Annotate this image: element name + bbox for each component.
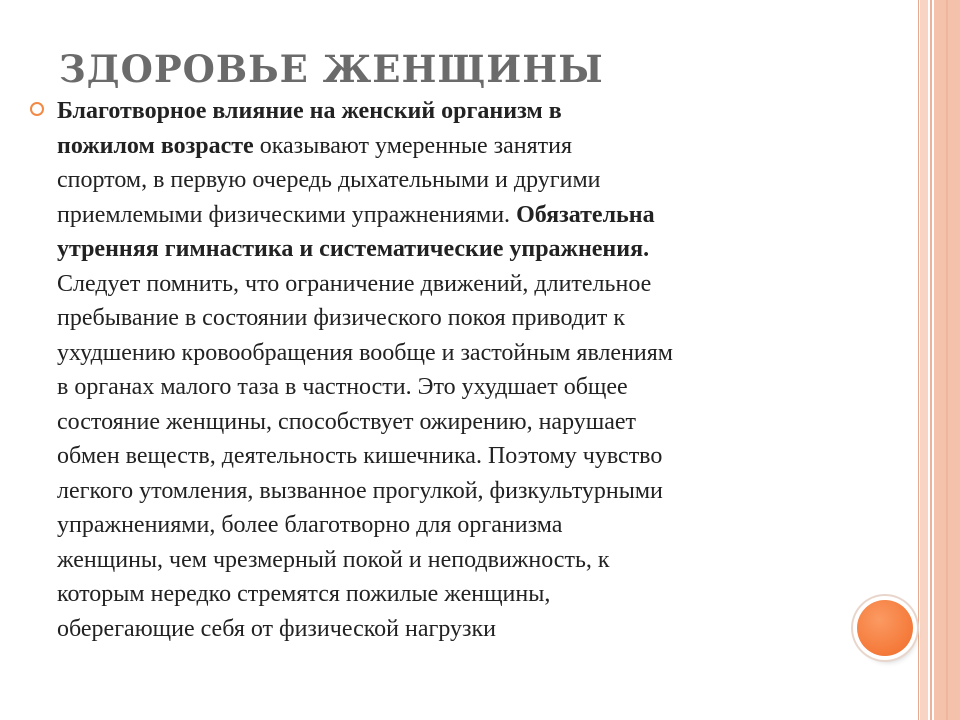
text-segment: спортом, в первую очередь дыхательными и другими [57, 167, 601, 193]
text-segment: упражнениями, более благотворно для организма [57, 512, 563, 538]
decorative-stripe [920, 0, 928, 720]
decorative-stripe [930, 0, 932, 720]
bold-text-segment: Обязательна [516, 201, 655, 228]
text-segment: в органах малого таза в частности. Это ухудшает общее [57, 374, 628, 400]
text-segment: ухудшению кровообращения вообще и застойным явлениям [57, 339, 673, 366]
text-segment: состояние женщины, способствует ожирению, нарушает [57, 408, 637, 435]
text-segment: оказывают умеренные занятия [253, 132, 573, 159]
bold-text-segment: утренняя гимнастика и систематические упражнения. [57, 236, 650, 262]
text-segment: пребывание в состоянии физического покоя приводит к [57, 305, 625, 331]
text-segment: оберегающие себя от физической нагрузки [57, 615, 497, 642]
bold-text-segment: пожилом возрасте [57, 132, 254, 159]
slide-title: ЗДОРОВЬЕ ЖЕНЩИНЫ [59, 47, 604, 91]
text-segment: женщины, чем чрезмерный покой и неподвижность, к [57, 546, 610, 573]
decorative-stripe [946, 0, 948, 720]
text-segment: которым нередко стремятся пожилые женщины, [57, 581, 551, 607]
text-segment: Следует помнить, что ограничение движений, длительное [57, 270, 652, 297]
text-segment: легкого утомления, вызванное прогулкой, физкультурными [57, 477, 663, 504]
orange-circle-icon [857, 600, 913, 656]
text-segment: приемлемыми физическими упражнениями. [57, 201, 517, 228]
slide-body-text [57, 94, 907, 646]
decorative-stripe [918, 0, 919, 720]
bold-text-segment: Благотворное влияние на женский организм в [57, 98, 562, 124]
circle-bullet-icon [30, 102, 44, 116]
text-segment: обмен веществ, деятельность кишечника. Поэтому чувство [57, 443, 663, 469]
